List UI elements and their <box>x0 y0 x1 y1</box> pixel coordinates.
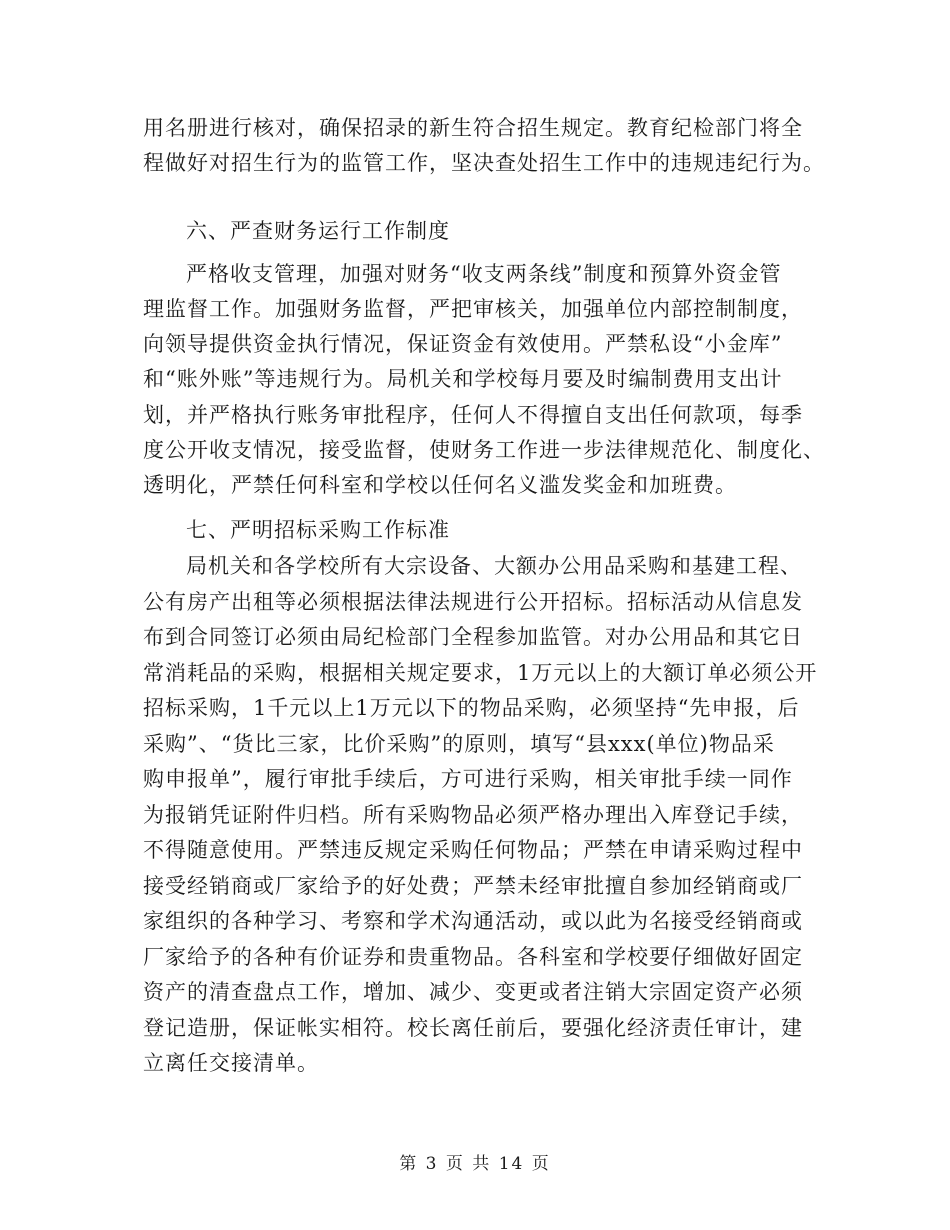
body-text-line: 购申报单”，履行审批手续后，方可进行采购，相关审批手续一同作 <box>143 767 793 791</box>
body-text-line: 透明化，严禁任何科室和学校以任何名义滥发奖金和加班费。 <box>143 473 737 497</box>
body-text-line: 布到合同签订必须由局纪检部门全程参加监管。对办公用品和其它日 <box>143 625 803 649</box>
body-text-line: 公有房产出租等必须根据法律法规进行公开招标。招标活动从信息发 <box>143 590 803 614</box>
body-text-line: 采购”、“货比三家，比价采购”的原则，填写“县xxx(单位)物品采 <box>143 732 775 756</box>
body-text-line: 不得随意使用。严禁违反规定采购任何物品；严禁在申请采购过程中 <box>143 838 803 862</box>
section-heading-six: 六、严查财务运行工作制度 <box>186 219 450 243</box>
body-text-line: 接受经销商或厂家给予的好处费；严禁未经审批擅自参加经销商或厂 <box>143 874 803 898</box>
body-text-line: 为报销凭证附件归档。所有采购物品必须严格办理出入库登记手续， <box>143 803 803 827</box>
body-text-line: 理监督工作。加强财务监督，严把审核关，加强单位内部控制制度， <box>143 297 803 321</box>
section-heading-seven: 七、严明招标采购工作标准 <box>186 518 450 542</box>
body-text-line: 局机关和各学校所有大宗设备、大额办公用品采购和基建工程、 <box>186 554 802 578</box>
body-text-line: 和“账外账”等违规行为。局机关和学校每月要及时编制费用支出计 <box>143 367 783 391</box>
body-text-line: 常消耗品的采购，根据相关规定要求，1万元以上的大额订单必须公开 <box>143 661 818 685</box>
body-text-line: 划，并严格执行账务审批程序，任何人不得擅自支出任何款项，每季 <box>143 403 803 427</box>
body-text-line: 家组织的各种学习、考察和学术沟通活动，或以此为名接受经销商或 <box>143 909 803 933</box>
body-text-line: 程做好对招生行为的监管工作，坚决查处招生工作中的违规违纪行为。 <box>143 151 825 175</box>
body-text-line: 用名册进行核对，确保招录的新生符合招生规定。教育纪检部门将全 <box>143 116 803 140</box>
body-text-line: 向领导提供资金执行情况，保证资金有效使用。严禁私设“小金库” <box>143 332 783 356</box>
body-text-line: 资产的清查盘点工作，增加、减少、变更或者注销大宗固定资产必须 <box>143 980 803 1004</box>
body-text-line: 招标采购，1千元以上1万元以下的物品采购，必须坚持“先申报，后 <box>143 696 800 720</box>
body-text-line: 厂家给予的各种有价证券和贵重物品。各科室和学校要仔细做好固定 <box>143 945 803 969</box>
body-text-line: 登记造册，保证帐实相符。校长离任前后，要强化经济责任审计，建 <box>143 1016 803 1040</box>
page-number-footer: 第 3 页 共 14 页 <box>399 1154 551 1174</box>
body-text-line: 度公开收支情况，接受监督，使财务工作进一步法律规范化、制度化、 <box>143 438 825 462</box>
body-text-line: 严格收支管理，加强对财务“收支两条线”制度和预算外资金管 <box>186 262 782 286</box>
body-text-line: 立离任交接清单。 <box>143 1051 319 1075</box>
